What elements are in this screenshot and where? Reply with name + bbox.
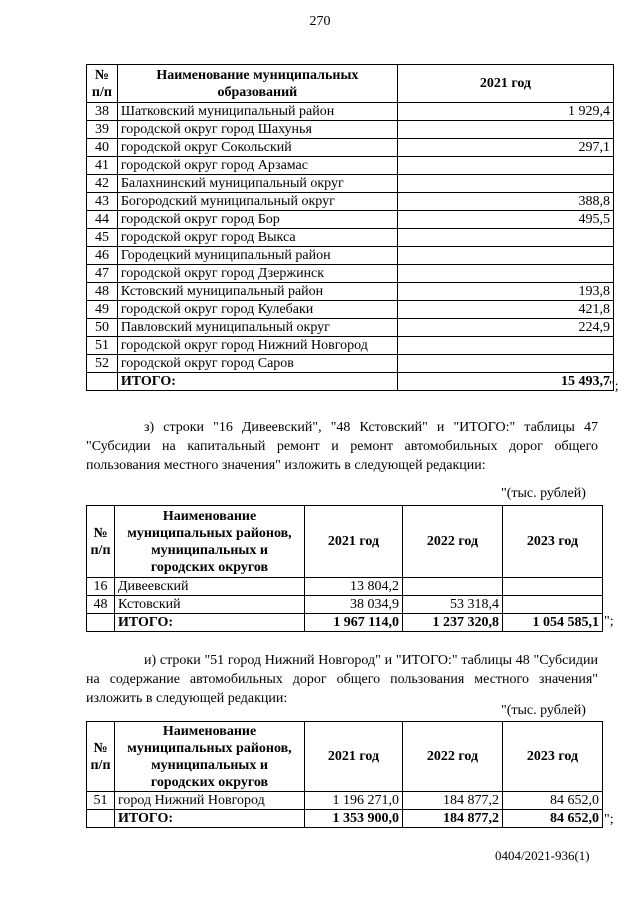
header-num: № п/п	[87, 65, 118, 103]
value-2021: 495,5	[397, 211, 613, 229]
value-2022	[403, 578, 503, 596]
row-number: 49	[87, 301, 118, 319]
table-row	[87, 157, 614, 175]
value-2021: 421,8	[397, 301, 613, 319]
total-2022: 1 237 320,8	[403, 614, 503, 632]
row-number: 38	[87, 103, 118, 121]
row-number: 42	[87, 175, 118, 193]
row-number: 45	[87, 229, 118, 247]
table-47-part	[86, 64, 614, 391]
municipality-name: Дивеевский	[115, 578, 305, 596]
table-row	[87, 103, 614, 121]
empty-cell	[87, 373, 118, 391]
unit-label: "(тыс. рублей)	[501, 703, 586, 718]
value-2021: 388,8	[397, 193, 613, 211]
header-num: № п/п	[87, 506, 115, 578]
row-number: 51	[87, 792, 115, 810]
end-mark: ";	[604, 614, 614, 629]
value-2021	[397, 355, 613, 373]
header-name: Наименование муниципальных районов, муниципальных и городских округов	[115, 506, 305, 578]
row-number: 16	[87, 578, 115, 596]
paragraph-i: и) строки "51 город Нижний Новгород" и "ИТОГО:" таблицы 48 "Субсидии на содержание автомобильных дорог общего пользования местного значения" изложить в следующей редакции:	[86, 653, 598, 706]
total-label: ИТОГО:	[117, 373, 397, 391]
empty-cell	[87, 810, 115, 828]
header-num: № п/п	[87, 722, 115, 792]
header-name: Наименование муниципальных районов, муниципальных и городских округов	[115, 722, 305, 792]
row-number: 48	[87, 283, 118, 301]
value-2021	[397, 337, 613, 355]
table-48-update	[86, 721, 603, 828]
paragraph-z: з) строки "16 Дивеевский", "48 Кстовский" и "ИТОГО:" таблицы 47 "Субсидии на капитальный ремонт и ремонт автомобильных дорог общего пользования местного значения" изложить в следующей редакции:	[86, 420, 598, 473]
table-row	[87, 211, 614, 229]
row-number: 40	[87, 139, 118, 157]
table-row	[87, 337, 614, 355]
row-number: 52	[87, 355, 118, 373]
value-2023	[503, 596, 603, 614]
table-row	[87, 229, 614, 247]
value-2021	[397, 175, 613, 193]
municipality-name: городской округ город Бор	[117, 211, 397, 229]
table-row	[87, 792, 603, 810]
header-2021: 2021 год	[305, 722, 403, 792]
row-number: 51	[87, 337, 118, 355]
total-row	[87, 373, 614, 391]
value-2021: 1 929,4	[397, 103, 613, 121]
value-2021	[397, 265, 613, 283]
value-2021	[397, 229, 613, 247]
table-row	[87, 355, 614, 373]
total-2023: 84 652,0	[503, 810, 603, 828]
table-row	[87, 596, 603, 614]
municipality-name: городской округ город Выкса	[117, 229, 397, 247]
end-mark: ";	[609, 379, 619, 394]
table-row	[87, 193, 614, 211]
total-row	[87, 614, 603, 632]
municipality-name: Кстовский	[115, 596, 305, 614]
value-2021: 38 034,9	[305, 596, 403, 614]
page-number: 270	[309, 14, 331, 29]
total-2021: 1 967 114,0	[305, 614, 403, 632]
municipality-name: городской округ город Арзамас	[117, 157, 397, 175]
end-mark: ";	[604, 812, 614, 827]
value-2023	[503, 578, 603, 596]
municipality-name: городской округ город Дзержинск	[117, 265, 397, 283]
row-number: 48	[87, 596, 115, 614]
value-2021: 297,1	[397, 139, 613, 157]
total-2023: 1 054 585,1	[503, 614, 603, 632]
table-row	[87, 139, 614, 157]
municipality-name: городской округ Сокольский	[117, 139, 397, 157]
table-row	[87, 121, 614, 139]
value-2021	[397, 157, 613, 175]
total-label: ИТОГО:	[115, 810, 305, 828]
table-row	[87, 319, 614, 337]
header-2022: 2022 год	[403, 722, 503, 792]
value-2021: 1 196 271,0	[305, 792, 403, 810]
row-number: 47	[87, 265, 118, 283]
municipality-name: город Нижний Новгород	[115, 792, 305, 810]
value-2023: 84 652,0	[503, 792, 603, 810]
total-label: ИТОГО:	[115, 614, 305, 632]
table-row	[87, 283, 614, 301]
row-number: 43	[87, 193, 118, 211]
table-row	[87, 175, 614, 193]
municipality-name: Павловский муниципальный округ	[117, 319, 397, 337]
header-2023: 2023 год	[503, 506, 603, 578]
value-2021: 193,8	[397, 283, 613, 301]
row-number: 44	[87, 211, 118, 229]
unit-label: "(тыс. рублей)	[501, 486, 586, 501]
row-number: 46	[87, 247, 118, 265]
municipality-name: Балахнинский муниципальный округ	[117, 175, 397, 193]
table-row	[87, 247, 614, 265]
row-number: 50	[87, 319, 118, 337]
table-row	[87, 265, 614, 283]
empty-cell	[87, 614, 115, 632]
municipality-name: Шатковский муниципальный район	[117, 103, 397, 121]
row-number: 41	[87, 157, 118, 175]
municipality-name: Городецкий муниципальный район	[117, 247, 397, 265]
value-2021: 224,9	[397, 319, 613, 337]
header-2022: 2022 год	[403, 506, 503, 578]
value-2022: 184 877,2	[403, 792, 503, 810]
total-2021: 1 353 900,0	[305, 810, 403, 828]
value-2021: 13 804,2	[305, 578, 403, 596]
row-number: 39	[87, 121, 118, 139]
table-row	[87, 578, 603, 596]
municipality-name: городской округ город Саров	[117, 355, 397, 373]
table-row	[87, 301, 614, 319]
value-2021	[397, 121, 613, 139]
value-2021	[397, 247, 613, 265]
total-2022: 184 877,2	[403, 810, 503, 828]
header-2021: 2021 год	[397, 65, 613, 103]
header-2023: 2023 год	[503, 722, 603, 792]
municipality-name: городской округ город Шахунья	[117, 121, 397, 139]
total-2021: 15 493,7	[397, 373, 613, 391]
total-row	[87, 810, 603, 828]
document-code: 0404/2021-936(1)	[495, 848, 590, 863]
municipality-name: Богородский муниципальный округ	[117, 193, 397, 211]
header-2021: 2021 год	[305, 506, 403, 578]
header-name: Наименование муниципальных образований	[117, 65, 397, 103]
municipality-name: городской округ город Кулебаки	[117, 301, 397, 319]
table-47-update	[86, 505, 603, 632]
municipality-name: городской округ город Нижний Новгород	[117, 337, 397, 355]
value-2022: 53 318,4	[403, 596, 503, 614]
municipality-name: Кстовский муниципальный район	[117, 283, 397, 301]
